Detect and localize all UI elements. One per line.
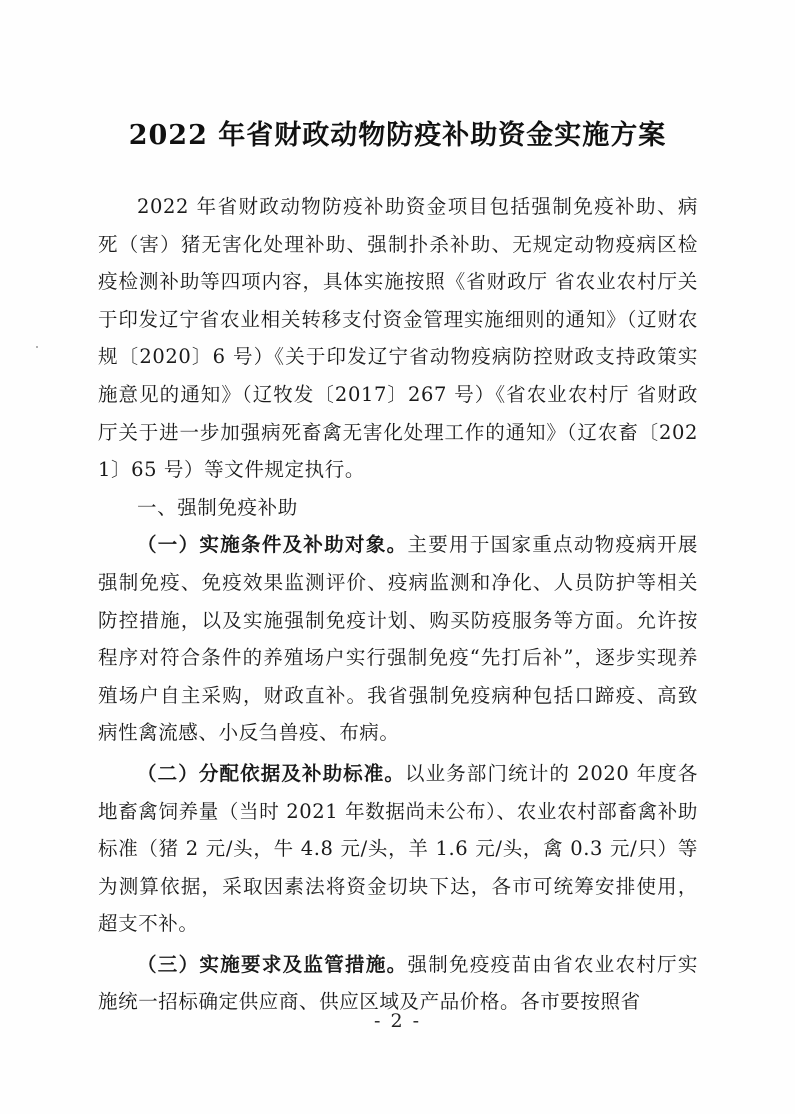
subsection-1-lead: （一）实施条件及补助对象。 [137,533,408,557]
subsection-3-text: 强制免疫疫苗由省农业农村厅实施统一招标确定供应商、供应区域及产品价格。各市要按照省 [98,952,698,1014]
scan-speck [36,346,38,348]
page-number: - 2 - [373,1010,421,1032]
subsection-2-text: 以业务部门统计的 2020 年度各地畜禽饲养量（当时 2021 年数据尚未公布）、农业农村部畜禽补助标准（猪 2 元/头，牛 4.8 元/头，羊 1.6 元/头，禽 0.3 元/只）等为测算依据，采取因素法将资金切块下达，各市可统筹安排使用，超支不补。 [98,761,698,936]
subsection-3-lead: （三）实施要求及监管措施。 [137,952,408,976]
subsection-2 [98,755,698,943]
section-heading-1: 一、强制免疫补助 [137,495,298,519]
subsection-2-lead: （二）分配依据及补助标准。 [137,761,406,785]
subsection-1-text: 主要用于国家重点动物疫病开展强制免疫、免疫效果监测评价、疫病监测和净化、人员防护等相关防控措施，以及实施强制免疫计划、购买防疫服务等方面。允许按程序对符合条件的养殖场户实行强制免疫“先打后补”，逐步实现养殖场户自主采购，财政直补。我省强制免疫病种包括口蹄疫、高致病性禽流感、小反刍兽疫、布病。 [98,533,698,745]
document-body [98,188,698,1021]
subsection-1 [98,526,698,752]
intro-paragraph: 2022 年省财政动物防疫补助资金项目包括强制免疫补助、病死（害）猪无害化处理补助、强制扑杀补助、无规定动物疫病区检疫检测补助等四项内容，具体实施按照《省财政厅 省农业农村厅关于印发辽宁省农业相关转移支付资金管理实施细则的通知》（辽财农规〔2020〕6 号）《关于印发辽宁省动物疫病防控财政支持政策实施意见的通知》（辽牧发〔2017〕267 号）《省农业农村厅 省财政厅关于进一步加强病死畜禽无害化处理工作的通知》（辽农畜〔2021〕65 号）等文件规定执行。 [98,195,698,482]
document-title: 2022 年省财政动物防疫补助资金实施方案 [128,120,667,151]
